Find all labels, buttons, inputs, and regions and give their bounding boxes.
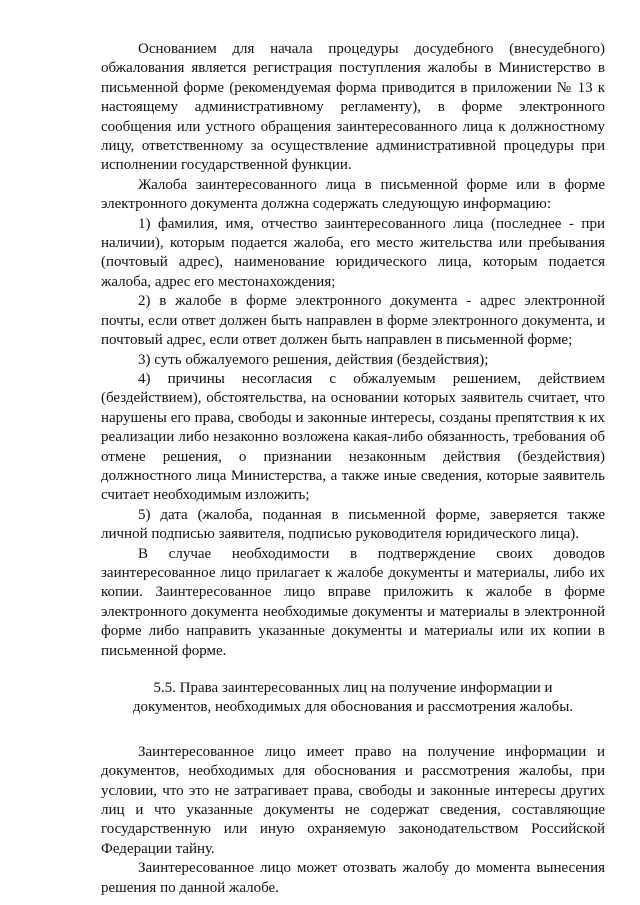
list-item-4: 4) причины несогласия с обжалуемым решением, действием (бездействием), обстоятельства, на основании которых заявитель считает, что нарушены его права, свободы и законные интересы, созданы препятствия к их реализации либо незаконно возложена какая-либо обязанность, требования об отмене решения, о признании незаконным действия (бездействия) должностного лица Министерства, а также иные сведения, которые заявитель считает необходимым изложить;: [101, 370, 605, 504]
section-heading-line-1: 5.5. Права заинтересованных лиц на получение информации и: [153, 680, 553, 696]
document-page: [101, 40, 605, 898]
paragraph-right-to-information: Заинтересованное лицо имеет право на получение информации и документов, необходимых для обоснования и рассмотрения жалобы, при условии, что это не затрагивает права, свободы и законные интересы других лиц и что указанные документы не содержат сведения, составляющие государственную или иную охраняемую законодательством Российской Федерации тайну.: [101, 743, 605, 857]
list-item-2: 2) в жалобе в форме электронного документа - адрес электронной почты, если ответ должен быть направлен в форме электронного документа, и почтовый адрес, если ответ должен быть направлен в письменной форме;: [101, 293, 605, 349]
section-heading-line-2: документов, необходимых для обоснования и рассмотрения жалобы.: [132, 699, 574, 716]
paragraph-appeal-basis: Основанием для начала процедуры досудебного (внесудебного) обжалования является регистрация поступления жалобы в Министерство в письменной форме (рекомендуемая форма приводится в приложении № 13 к настоящему административному регламенту), в форме электронного сообщения или устного обращения заинтересованного лица к должностному лицу, ответственному за осуществление административной процедуры при исполнении государственной функции.: [101, 41, 605, 174]
paragraph-attachments: В случае необходимости в подтверждение своих доводов заинтересованное лицо прилагает к жалобе документы и материалы, либо их копии. Заинтересованное лицо вправе приложить к жалобе в форме электронного документа необходимые документы и материалы в электронной форме либо направить указанные документы и материалы или их копии в письменной форме.: [101, 545, 605, 659]
paragraph-complaint-content: Жалоба заинтересованного лица в письменной форме или в форме электронного документа должна содержать следующую информацию:: [101, 176, 605, 213]
paragraph-withdraw-complaint: Заинтересованное лицо может отозвать жалобу до момента вынесения решения по данной жалобе.: [101, 860, 605, 896]
list-item-5: 5) дата (жалоба, поданная в письменной форме, заверяется также личной подписью заявителя, подписью руководителя юридического лица).: [101, 506, 605, 543]
section-heading: [101, 679, 605, 718]
list-item-1: 1) фамилия, имя, отчество заинтересованного лица (последнее - при наличии), которым подается жалоба, его место жительства или пребывания (почтовый адрес), наименование юридического лица, которым подается жалоба, адрес его местонахождения;: [101, 215, 605, 290]
list-item-3: 3) суть обжалуемого решения, действия (бездействия);: [138, 351, 489, 368]
